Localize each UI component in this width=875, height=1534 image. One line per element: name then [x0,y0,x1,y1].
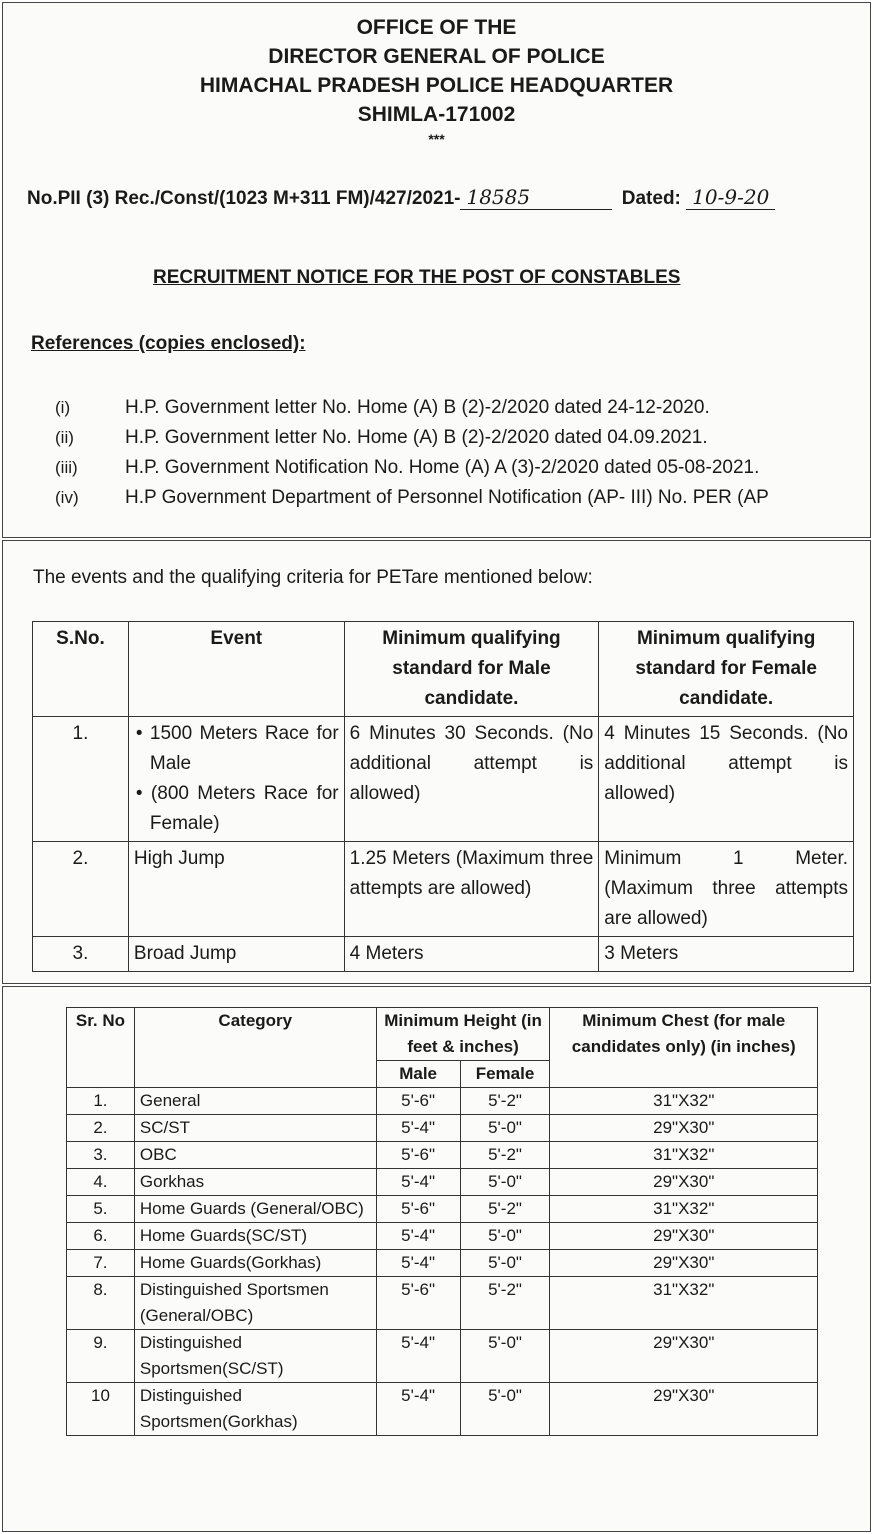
reference-text: H.P. Government letter No. Home (A) B (2)-2/2020 dated 04.09.2021. [125,427,708,448]
references-heading: References (copies enclosed): [31,333,306,354]
pet-header-sno: S.No. [33,622,129,717]
row-female-height: 5'-2" [460,1088,550,1115]
pet-female: 4 Minutes 15 Seconds. (No additional attempt is allowed) [599,717,854,842]
row-female-height: 5'-0" [460,1115,550,1142]
table-row [67,1142,818,1169]
references-list [55,393,871,513]
row-male-height: 5'-4" [376,1383,460,1436]
row-category: Distinguished Sportsmen (General/OBC) [134,1277,376,1330]
header-line: SHIMLA-171002 [357,103,516,126]
pet-sno: 2. [33,842,129,937]
row-srno: 4. [67,1169,135,1196]
row-category: Distinguished Sportsmen(SC/ST) [134,1330,376,1383]
pet-header-event: Event [128,622,344,717]
pet-header-male: Minimum qualifying standard for Male candidate. [344,622,599,717]
row-chest: 31"X32" [550,1196,818,1223]
row-chest: 29"X30" [550,1383,818,1436]
notice-title: RECRUITMENT NOTICE FOR THE POST OF CONSTABLES [153,267,681,288]
reference-num: (iv) [55,488,79,507]
pet-event: High Jump [128,842,344,937]
row-male-height: 5'-4" [376,1169,460,1196]
row-category: Home Guards(SC/ST) [134,1223,376,1250]
pet-female: Minimum 1 Meter. (Maximum three attempts are allowed) [599,842,854,937]
row-chest: 29"X30" [550,1223,818,1250]
table-row [67,1383,818,1436]
row-srno: 2. [67,1115,135,1142]
table-row [33,717,854,842]
row-srno: 9. [67,1330,135,1383]
reference-number-line [27,185,775,210]
row-category: OBC [134,1142,376,1169]
height-table-body [67,1088,818,1436]
handwritten-number: 18585 [460,185,612,210]
row-female-height: 5'-0" [460,1223,550,1250]
table-row [67,1250,818,1277]
pet-event: Broad Jump [128,937,344,972]
pet-header-row [33,622,854,717]
row-female-height: 5'-2" [460,1196,550,1223]
row-male-height: 5'-6" [376,1142,460,1169]
row-female-height: 5'-2" [460,1142,550,1169]
pet-male: 4 Meters [344,937,599,972]
pet-male: 6 Minutes 30 Seconds. (No additional attempt is allowed) [344,717,599,842]
pet-sno: 1. [33,717,129,842]
row-srno: 8. [67,1277,135,1330]
reference-item [55,483,871,513]
row-male-height: 5'-6" [376,1277,460,1330]
header-line: HIMACHAL PRADESH POLICE HEADQUARTER [199,74,674,97]
row-male-height: 5'-4" [376,1115,460,1142]
row-category: Gorkhas [134,1169,376,1196]
table-row [33,937,854,972]
reference-number-label: No.PII (3) Rec./Const/(1023 M+311 FM)/427/2021- [27,188,461,209]
row-female-height: 5'-0" [460,1383,550,1436]
reference-item [55,393,871,423]
header-male: Male [376,1061,460,1088]
table-row [67,1277,818,1330]
row-male-height: 5'-4" [376,1330,460,1383]
table-row [67,1330,818,1383]
row-srno: 3. [67,1142,135,1169]
pet-intro: The events and the qualifying criteria for PETare mentioned below: [33,567,593,588]
table-row [67,1223,818,1250]
row-female-height: 5'-0" [460,1250,550,1277]
reference-num: (ii) [55,428,74,447]
dated-label: Dated: [621,188,681,209]
reference-item [55,423,871,453]
header-female: Female [460,1061,550,1088]
row-category: Home Guards (General/OBC) [134,1196,376,1223]
row-male-height: 5'-4" [376,1223,460,1250]
header-srno: Sr. No [67,1008,135,1088]
row-female-height: 5'-0" [460,1169,550,1196]
row-srno: 5. [67,1196,135,1223]
row-male-height: 5'-4" [376,1250,460,1277]
event-bullet: • (800 Meters Race for Female) [135,783,339,834]
pet-sno: 3. [33,937,129,972]
row-female-height: 5'-0" [460,1330,550,1383]
event-text: 1500 Meters Race for Male [149,723,339,774]
header-line: OFFICE OF THE [356,16,517,39]
header-min-chest: Minimum Chest (for male candidates only) (in inches) [550,1008,818,1088]
reference-text: H.P Government Department of Personnel Notification (AP- III) No. PER (AP [125,487,769,508]
height-chest-table [66,1007,818,1436]
row-category: Home Guards(Gorkhas) [134,1250,376,1277]
row-srno: 1. [67,1088,135,1115]
pet-event [128,717,344,842]
row-srno: 10 [67,1383,135,1436]
row-chest: 31"X32" [550,1088,818,1115]
header-stars: *** [428,131,445,147]
handwritten-date: 10-9-20 [686,185,775,210]
pet-header-female: Minimum qualifying standard for Female candidate. [599,622,854,717]
row-chest: 31"X32" [550,1142,818,1169]
row-srno: 6. [67,1223,135,1250]
row-category: Distinguished Sportsmen(Gorkhas) [134,1383,376,1436]
reference-num: (iii) [55,458,78,477]
height-header-row [67,1008,818,1061]
table-row [67,1088,818,1115]
row-category: SC/ST [134,1115,376,1142]
row-chest: 29"X30" [550,1115,818,1142]
row-male-height: 5'-6" [376,1088,460,1115]
height-chest-panel [2,986,871,1532]
row-female-height: 5'-2" [460,1277,550,1330]
reference-text: H.P. Government letter No. Home (A) B (2)-2/2020 dated 24-12-2020. [125,397,710,418]
header-min-height: Minimum Height (in feet & inches) [376,1008,550,1061]
reference-num: (i) [55,398,71,417]
office-header [3,13,870,129]
reference-item [55,453,871,483]
row-category: General [134,1088,376,1115]
row-chest: 29"X30" [550,1169,818,1196]
letter-header-panel [2,2,871,538]
pet-female: 3 Meters [599,937,854,972]
pet-table [32,621,854,972]
row-male-height: 5'-6" [376,1196,460,1223]
reference-text: H.P. Government Notification No. Home (A) A (3)-2/2020 dated 05-08-2021. [125,457,760,478]
table-row [67,1115,818,1142]
row-chest: 29"X30" [550,1330,818,1383]
event-bullet: • 1500 Meters Race for Male [135,723,339,774]
row-chest: 31"X32" [550,1277,818,1330]
pet-criteria-panel [2,540,871,984]
row-srno: 7. [67,1250,135,1277]
table-row [67,1196,818,1223]
pet-male: 1.25 Meters (Maximum three attempts are allowed) [344,842,599,937]
header-category: Category [134,1008,376,1088]
table-row [33,842,854,937]
header-line: DIRECTOR GENERAL OF POLICE [268,45,605,68]
row-chest: 29"X30" [550,1250,818,1277]
table-row [67,1169,818,1196]
event-text: (800 Meters Race for Female) [149,783,339,834]
